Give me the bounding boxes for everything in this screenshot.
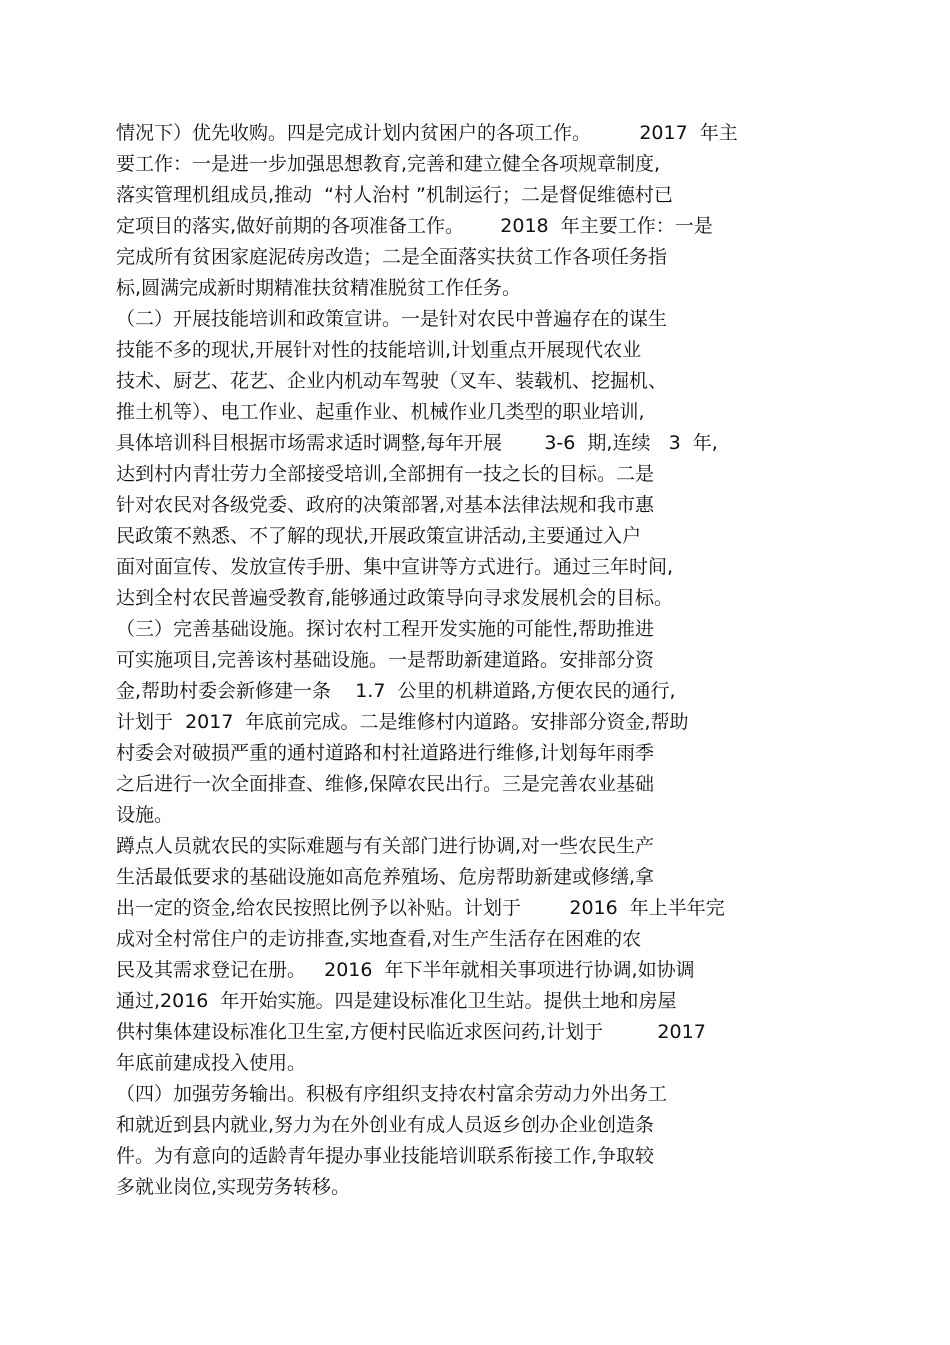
text-line: 推土机等）、电工作业、起重作业、机械作业几类型的职业培训, (116, 401, 645, 423)
text-line: 针对农民对各级党委、政府的决策部署,对基本法律法规和我市惠 (116, 494, 655, 516)
text-line: 蹲点人员就农民的实际难题与有关部门进行协调,对一些农民生产 (116, 835, 655, 857)
text-line: （四）加强劳务输出。积极有序组织支持农村富余劳动力外出务工 (116, 1083, 668, 1105)
text-line: 年底前建成投入使用。 (116, 1052, 307, 1074)
text-line: 和就近到县内就业,努力为在外创业有成人员返乡创办企业创造条 (116, 1114, 655, 1136)
text-line: 村委会对破损严重的通村道路和村社道路进行维修,计划每年雨季 (116, 742, 655, 764)
text-line: 可实施项目,完善该村基础设施。一是帮助新建道路。安排部分资 (116, 649, 655, 671)
text-line: 达到村内青壮劳力全部接受培训,全部拥有一技之长的目标。二是 (116, 463, 655, 485)
text-line: 定项目的落实,做好前期的各项准备工作。 2018 年主要工作：一是 (116, 215, 713, 237)
text-line: 技能不多的现状,开展针对性的技能培训,计划重点开展现代农业 (116, 339, 642, 361)
text-line: 件。为有意向的适龄青年提办事业技能培训联系衔接工作,争取较 (116, 1145, 655, 1167)
text-line: 达到全村农民普遍受教育,能够通过政策导向寻求发展机会的目标。 (116, 587, 674, 609)
text-line: 民政策不熟悉、不了解的现状,开展政策宣讲活动,主要通过入户 (116, 525, 642, 547)
text-line: 面对面宣传、发放宣传手册、集中宣讲等方式进行。通过三年时间, (116, 556, 674, 578)
text-line: 民及其需求登记在册。 2016 年下半年就相关事项进行协调,如协调 (116, 959, 695, 981)
text-line: 生活最低要求的基础设施如高危养殖场、危房帮助新建或修缮,拿 (116, 866, 655, 888)
text-line: （三）完善基础设施。探讨农村工程开发实施的可能性,帮助推进 (116, 618, 655, 640)
text-line: （二）开展技能培训和政策宣讲。一是针对农民中普遍存在的谋生 (116, 308, 668, 330)
text-line: 完成所有贫困家庭泥砖房改造；二是全面落实扶贫工作各项任务指 (116, 246, 668, 268)
text-line: 供村集体建设标准化卫生室,方便村民临近求医问药,计划于 2017 (116, 1021, 706, 1043)
text-line: 成对全村常住户的走访排查,实地查看,对生产生活存在困难的农 (116, 928, 642, 950)
text-line: 落实管理机组成员,推动 “村人治村 ”机制运行；二是督促维德村已 (116, 184, 673, 206)
text-line: 具体培训科目根据市场需求适时调整,每年开展 3-6 期,连续 3 年, (116, 432, 718, 454)
text-line: 标,圆满完成新时期精准扶贫精准脱贫工作任务。 (116, 277, 522, 299)
text-line: 要工作：一是进一步加强思想教育,完善和建立健全各项规章制度, (116, 153, 661, 175)
text-line: 多就业岗位,实现劳务转移。 (116, 1176, 351, 1198)
text-line: 出一定的资金,给农民按照比例予以补贴。计划于 2016 年上半年完 (116, 897, 725, 919)
text-line: 技术、厨艺、花艺、企业内机动车驾驶（叉车、装载机、挖掘机、 (116, 370, 668, 392)
text-line: 通过,2016 年开始实施。四是建设标准化卫生站。提供土地和房屋 (116, 990, 677, 1012)
document-body (116, 118, 836, 1203)
text-line: 情况下）优先收购。四是完成计划内贫困户的各项工作。 2017 年主 (116, 122, 738, 144)
text-line: 设施。 (116, 804, 174, 826)
text-line: 计划于 2017 年底前完成。二是维修村内道路。安排部分资金,帮助 (116, 711, 689, 733)
text-line: 金,帮助村委会新修建一条 1.7 公里的机耕道路,方便农民的通行, (116, 680, 676, 702)
text-line: 之后进行一次全面排查、维修,保障农民出行。三是完善农业基础 (116, 773, 655, 795)
